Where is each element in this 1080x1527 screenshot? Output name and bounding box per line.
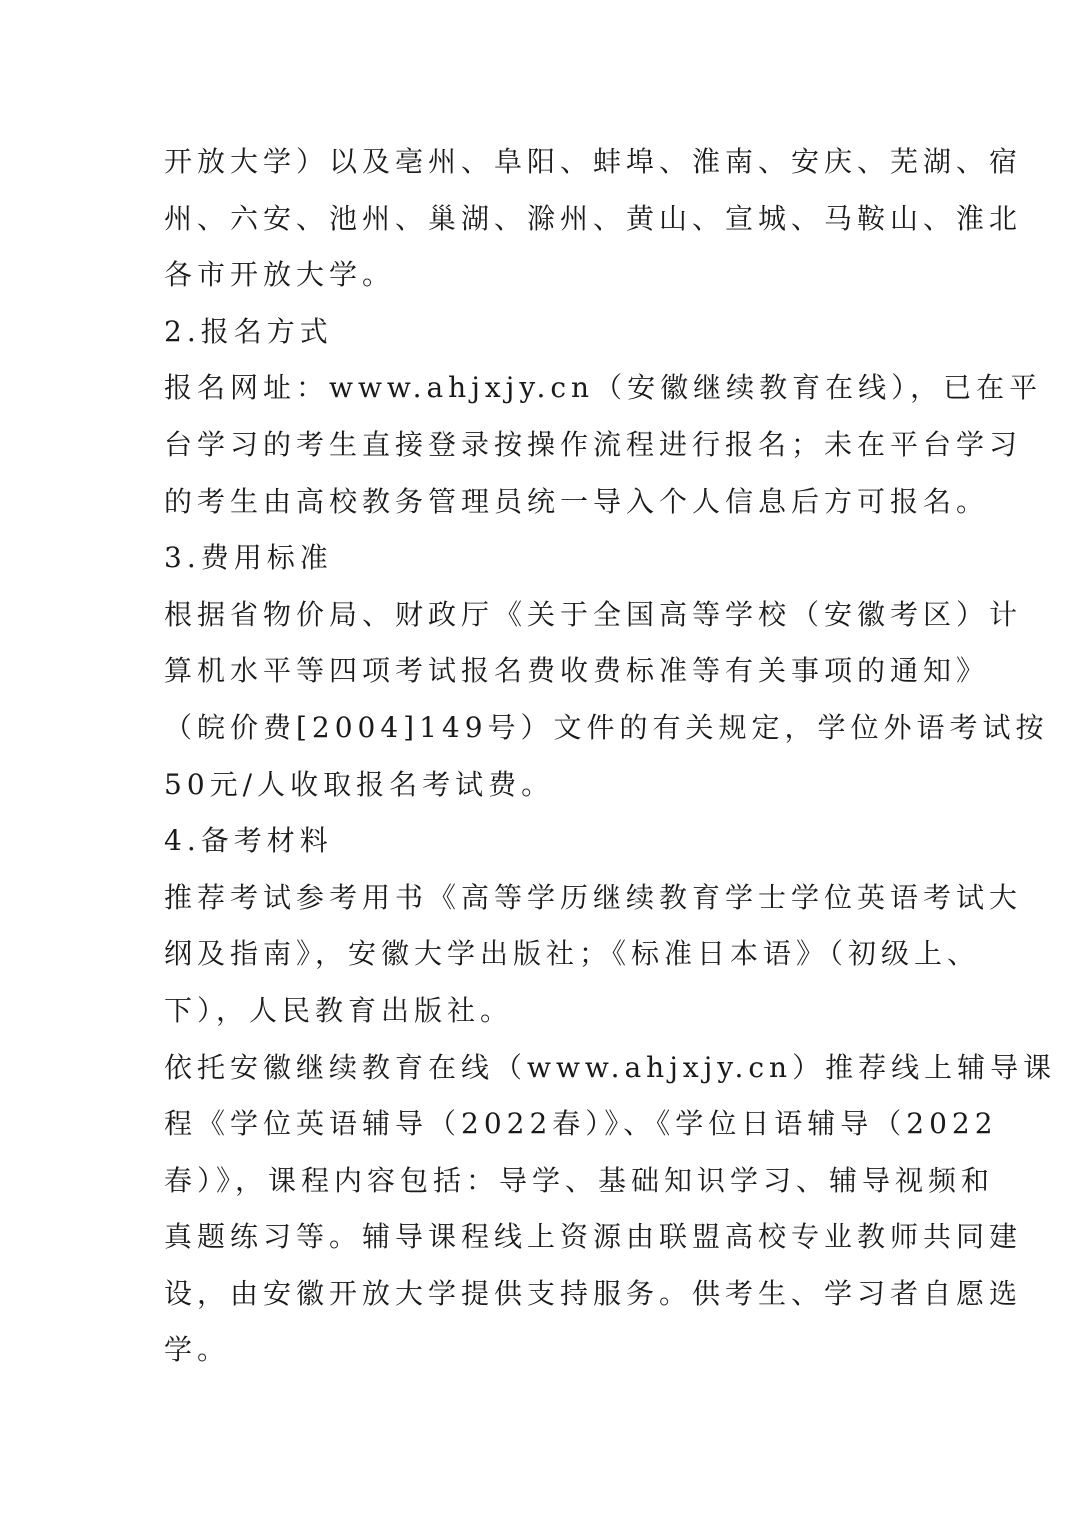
text-line: 的考生由高校教务管理员统一导入个人信息后方可报名。 bbox=[164, 484, 990, 518]
section-heading-fee-standard: 3.费用标准 bbox=[164, 541, 333, 575]
text-line: 50元/人收取报名考试费。 bbox=[164, 767, 555, 801]
text-line: 设，由安徽开放大学提供支持服务。供考生、学习者自愿选 bbox=[164, 1276, 1023, 1310]
text-line: 州、六安、池州、巢湖、滁州、黄山、宣城、马鞍山、淮北 bbox=[164, 201, 1023, 235]
section-heading-registration-method: 2.报名方式 bbox=[164, 314, 333, 348]
text-line: 台学习的考生直接登录按操作流程进行报名；未在平台学习 bbox=[164, 427, 1023, 461]
text-line: 下），人民教育出版社。 bbox=[164, 993, 514, 1027]
text-line: 春）》，课程内容包括：导学、基础知识学习、辅导视频和 bbox=[164, 1163, 995, 1197]
section-heading-exam-materials: 4.备考材料 bbox=[164, 824, 333, 858]
text-line: 报名网址：www.ahjxjy.cn（安徽继续教育在线），已在平 bbox=[164, 371, 1043, 405]
text-line: 各市开放大学。 bbox=[164, 258, 396, 292]
text-line: （皖价费[2004]149号）文件的有关规定，学位外语考试按 bbox=[164, 710, 1049, 744]
text-line: 根据省物价局、财政厅《关于全国高等学校（安徽考区）计 bbox=[164, 597, 1023, 631]
text-line: 算机水平等四项考试报名费收费标准等有关事项的通知》 bbox=[164, 654, 990, 688]
text-line: 程《学位英语辅导（2022春）》、《学位日语辅导（2022 bbox=[164, 1107, 998, 1141]
text-line: 开放大学）以及亳州、阜阳、蚌埠、淮南、安庆、芜湖、宿 bbox=[164, 145, 1023, 178]
text-line: 纲及指南》，安徽大学出版社；《标准日本语》（初级上、 bbox=[164, 937, 981, 971]
document-body bbox=[164, 134, 1057, 1379]
text-line: 依托安徽继续教育在线（www.ahjxjy.cn）推荐线上辅导课 bbox=[164, 1050, 1057, 1084]
text-line: 学。 bbox=[164, 1333, 231, 1367]
text-line: 真题练习等。辅导课程线上资源由联盟高校专业教师共同建 bbox=[164, 1220, 1023, 1254]
text-line: 推荐考试参考用书《高等学历继续教育学士学位英语考试大 bbox=[164, 880, 1023, 914]
